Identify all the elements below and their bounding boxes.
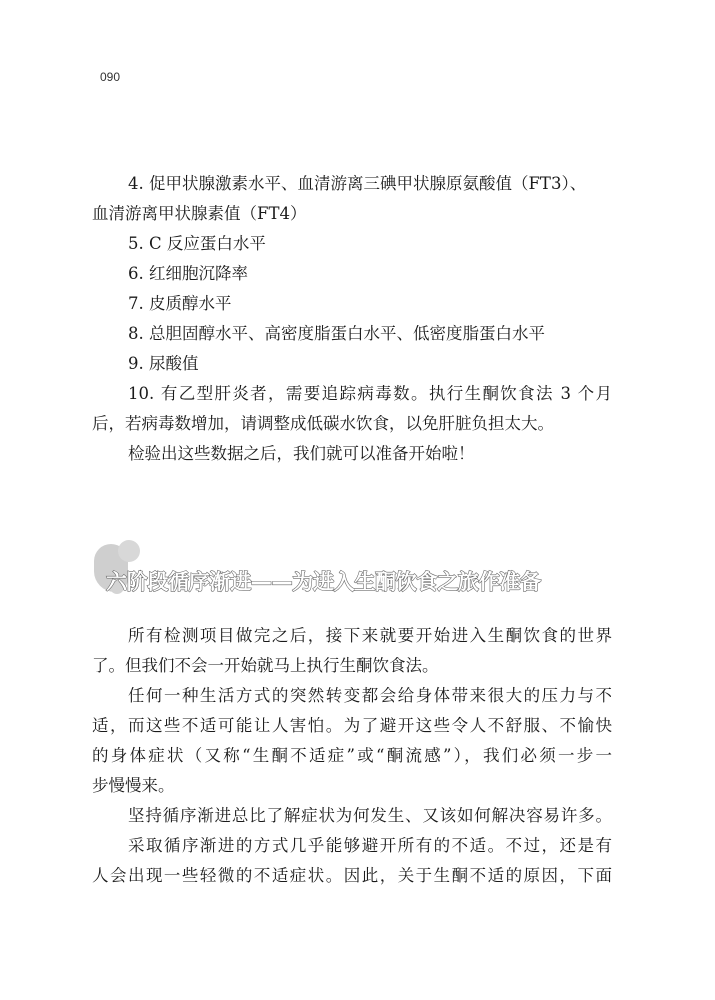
paragraph-1-line2: 了。但我们不会一开始就马上执行生酮饮食法。 [92,656,439,675]
list-item-9: 9. 尿酸值 [128,354,199,373]
section-heading: 六阶段循序渐进——为进入生酮饮食之旅作准备 [106,570,541,594]
paragraph-4-line2: 人会出现一些轻微的不适症状。因此，关于生酮不适的原因，下面 [92,866,612,885]
list-item-8: 8. 总胆固醇水平、高密度脂蛋白水平、低密度脂蛋白水平 [128,324,545,343]
paragraph-3: 坚持循序渐进总比了解症状为何发生、又该如何解决容易许多。 [128,806,612,825]
page-number: 090 [100,70,121,84]
section-heading-block [88,540,628,610]
decorative-dot-icon [118,540,140,562]
checklist-block [92,169,612,469]
paragraph-2-line4: 步慢慢来。 [92,776,175,795]
list-item-4-line1: 4. 促甲状腺激素水平、血清游离三碘甲状腺原氨酸值（FT3）、 [128,174,587,193]
paragraph-2-line1: 任何一种生活方式的突然转变都会给身体带来很大的压力与不 [128,686,612,705]
body-text-block [92,621,612,891]
paragraph-2-line2: 适，而这些不适可能让人害怕。为了避开这些令人不舒服、不愉快 [92,716,612,735]
list-item-10-line2: 后，若病毒数增加，请调整成低碳水饮食，以免肝脏负担太大。 [92,414,554,433]
list-item-7: 7. 皮质醇水平 [128,294,232,313]
list-item-4-line2: 血清游离甲状腺素值（FT4） [92,204,307,223]
paragraph-2-line3: 的身体症状（又称“生酮不适症”或“酮流感”），我们必须一步一 [92,746,612,765]
closing-sentence: 检验出这些数据之后，我们就可以准备开始啦！ [128,444,475,463]
list-item-10-line1: 10. 有乙型肝炎者，需要追踪病毒数。执行生酮饮食法 3 个月 [128,384,612,403]
paragraph-1-line1: 所有检测项目做完之后，接下来就要开始进入生酮饮食的世界 [128,626,612,645]
list-item-5: 5. C 反应蛋白水平 [128,234,266,253]
paragraph-4-line1: 采取循序渐进的方式几乎能够避开所有的不适。不过，还是有 [128,836,612,855]
list-item-6: 6. 红细胞沉降率 [128,264,248,283]
